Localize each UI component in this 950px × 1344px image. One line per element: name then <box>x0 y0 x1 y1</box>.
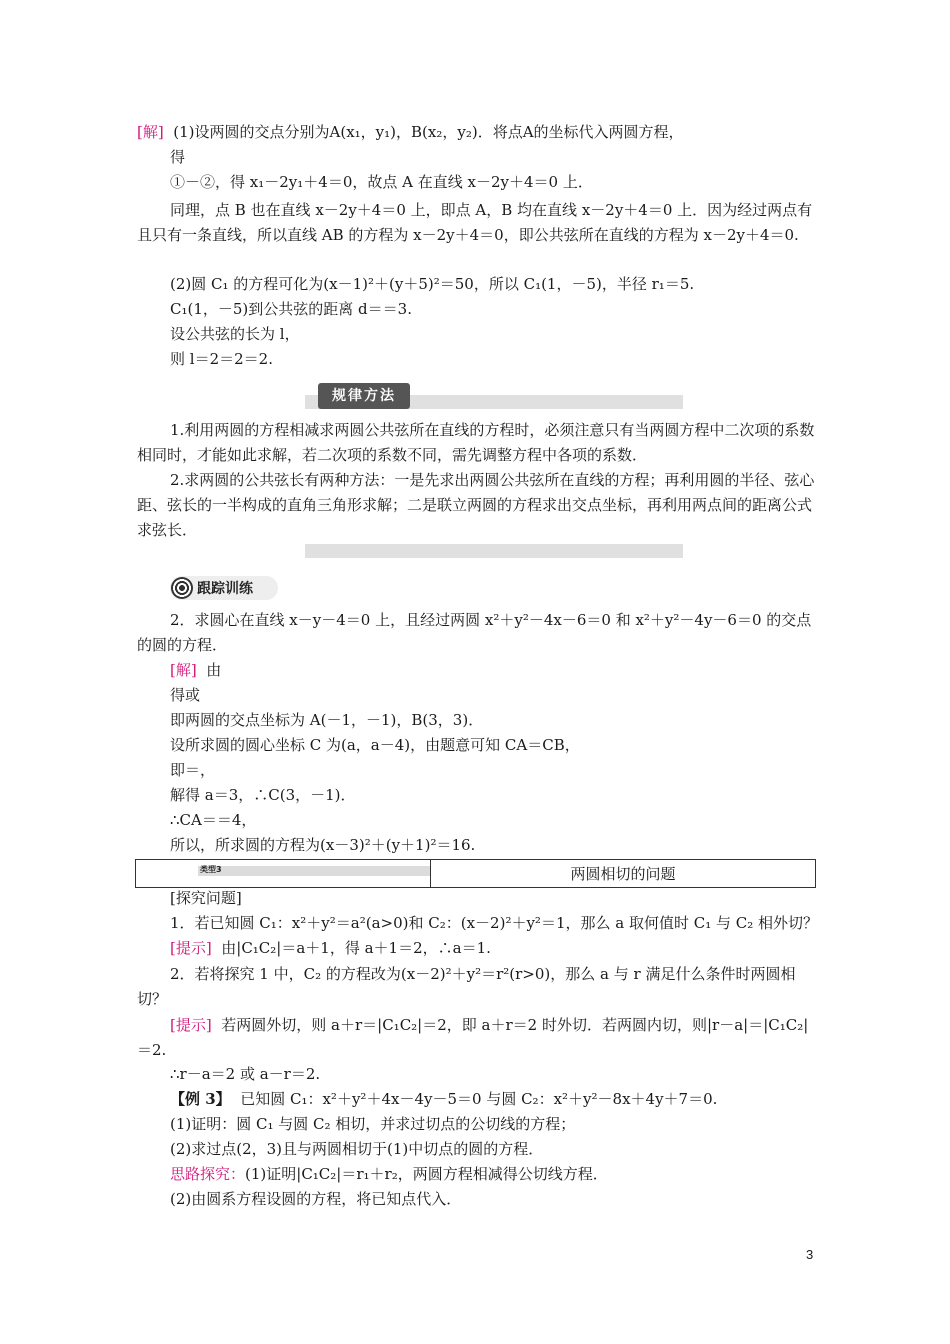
example-tag: 【例 3】 <box>170 1090 231 1108</box>
type-header-table <box>135 859 816 888</box>
example-3-part-2: (2)求过点(2，3)且与两圆相切于(1)中切点的圆的方程． <box>170 1140 544 1158</box>
idea-tag: 思路探究： <box>170 1165 246 1183</box>
method-title: 规律方法 <box>318 383 410 409</box>
example-3-idea-1: 思路探究：(1)证明|C₁C₂|＝r₁＋r₂，两圆方程相减得公切线方程． <box>170 1165 608 1183</box>
type-tag-bar <box>198 866 430 876</box>
solution-line-2: 得 <box>170 148 186 166</box>
method-paragraph-1: 1.利用两圆的方程相减求两圆公共弦所在直线的方程时，必须注意只有当两圆方程中二次项的系数相同时，才能如此求解，若二次项的系数不同，需先调整方程中各项的系数． <box>137 421 815 464</box>
practice-header <box>170 576 278 600</box>
practice-line-2: 得或 <box>170 686 201 704</box>
solution-line-7: 设公共弦的长为 l， <box>170 325 300 343</box>
practice-line-7: ∴CA＝＝4， <box>170 811 257 829</box>
example-3-idea-2: (2)由圆系方程设圆的方程，将已知点代入． <box>170 1190 462 1208</box>
method-paragraph-2: 2.求两圆的公共弦长有两种方法：一是先求出两圆公共弦所在直线的方程；再利用圆的半径、弦心距、弦长的一半构成的直角三角形求解；二是联立两圆的方程求出交点坐标，再利用两点间的距离公式求弦长． <box>137 471 815 539</box>
practice-solution-tag: [解] <box>170 661 197 679</box>
example-3-part-1: (1)证明：圆 C₁ 与圆 C₂ 相切，并求过切点的公切线的方程； <box>170 1115 576 1133</box>
example-3-stem: 【例 3】 已知圆 C₁：x²＋y²＋4x－4y－5＝0 与圆 C₂：x²＋y²－8x＋4y＋7＝0. <box>170 1090 718 1108</box>
solution-tag: [解] <box>137 123 164 141</box>
practice-question: 2．求圆心在直线 x－y－4＝0 上，且经过两圆 x²＋y²－4x－6＝0 和 x²＋y²－4y－6＝0 的交点的圆的方程． <box>137 611 812 654</box>
practice-line-8: 所以，所求圆的方程为(x－3)²＋(y＋1)²＝16. <box>170 836 476 854</box>
hint-tag: [提示] <box>170 939 212 957</box>
explore-question-1: 1．若已知圆 C₁：x²＋y²＝a²(a>0)和 C₂：(x－2)²＋y²＝1，那么 a 取何值时 C₁ 与 C₂ 相外切？ <box>170 914 819 932</box>
target-icon <box>171 577 193 599</box>
type-title-cell: 两圆相切的问题 <box>431 860 816 888</box>
explore-question-2: 2．若将探究 1 中，C₂ 的方程改为(x－2)²＋y²＝r²(r>0)，那么 a 与 r 满足什么条件时两圆相切？ <box>137 965 796 1008</box>
type-tag-label: 类型3 <box>200 865 222 874</box>
explore-hint-1: [提示] 由|C₁C₂|＝a＋1，得 a＋1＝2，∴a＝1. <box>170 939 491 957</box>
hint-tag-2: [提示] <box>170 1016 212 1034</box>
practice-line-5: 即＝， <box>170 761 216 779</box>
practice-line-6: 解得 a＝3，∴C(3，－1)． <box>170 786 356 804</box>
practice-solution-start: [解] 由 <box>170 661 222 679</box>
type-tag-cell <box>136 860 431 888</box>
explore-hint-2: [提示] 若两圆外切，则 a＋r＝|C₁C₂|＝2，即 a＋r＝2 时外切．若两圆内切，则|r－a|＝|C₁C₂|＝2. <box>137 1016 809 1059</box>
solution-line-1: [解] (1)设两圆的交点分别为A(x₁，y₁)，B(x₂，y₂)．将点A的坐标代入两圆方程， <box>137 123 684 141</box>
solution-line-5: (2)圆 C₁ 的方程可化为(x－1)²＋(y＋5)²＝50，所以 C₁(1，－5)，半径 r₁＝5. <box>170 275 695 293</box>
practice-title: 跟踪训练 <box>197 581 253 597</box>
explore-heading: [探究问题] <box>170 889 242 907</box>
practice-line-3: 即两圆的交点坐标为 A(－1，－1)，B(3，3)． <box>170 711 484 729</box>
explore-hint-3: ∴r－a＝2 或 a－r＝2. <box>170 1065 321 1083</box>
page-number: 3 <box>806 1247 814 1262</box>
method-footer-bar <box>305 544 683 558</box>
solution-line-4: 同理，点 B 也在直线 x－2y＋4＝0 上，即点 A，B 均在直线 x－2y＋4＝0 上．因为经过两点有且只有一条直线，所以直线 AB 的方程为 x－2y＋4＝0，即公共弦所在直线的方程为 x－2y＋4＝0. <box>137 201 813 244</box>
solution-line-3: ①－②，得 x₁－2y₁＋4＝0，故点 A 在直线 x－2y＋4＝0 上． <box>170 173 593 191</box>
solution-line-6: C₁(1，－5)到公共弦的距离 d＝＝3. <box>170 300 412 318</box>
practice-line-4: 设所求圆的圆心坐标 C 为(a，a－4)，由题意可知 CA＝CB， <box>170 736 580 754</box>
solution-line-8: 则 l＝2＝2＝2. <box>170 350 273 368</box>
